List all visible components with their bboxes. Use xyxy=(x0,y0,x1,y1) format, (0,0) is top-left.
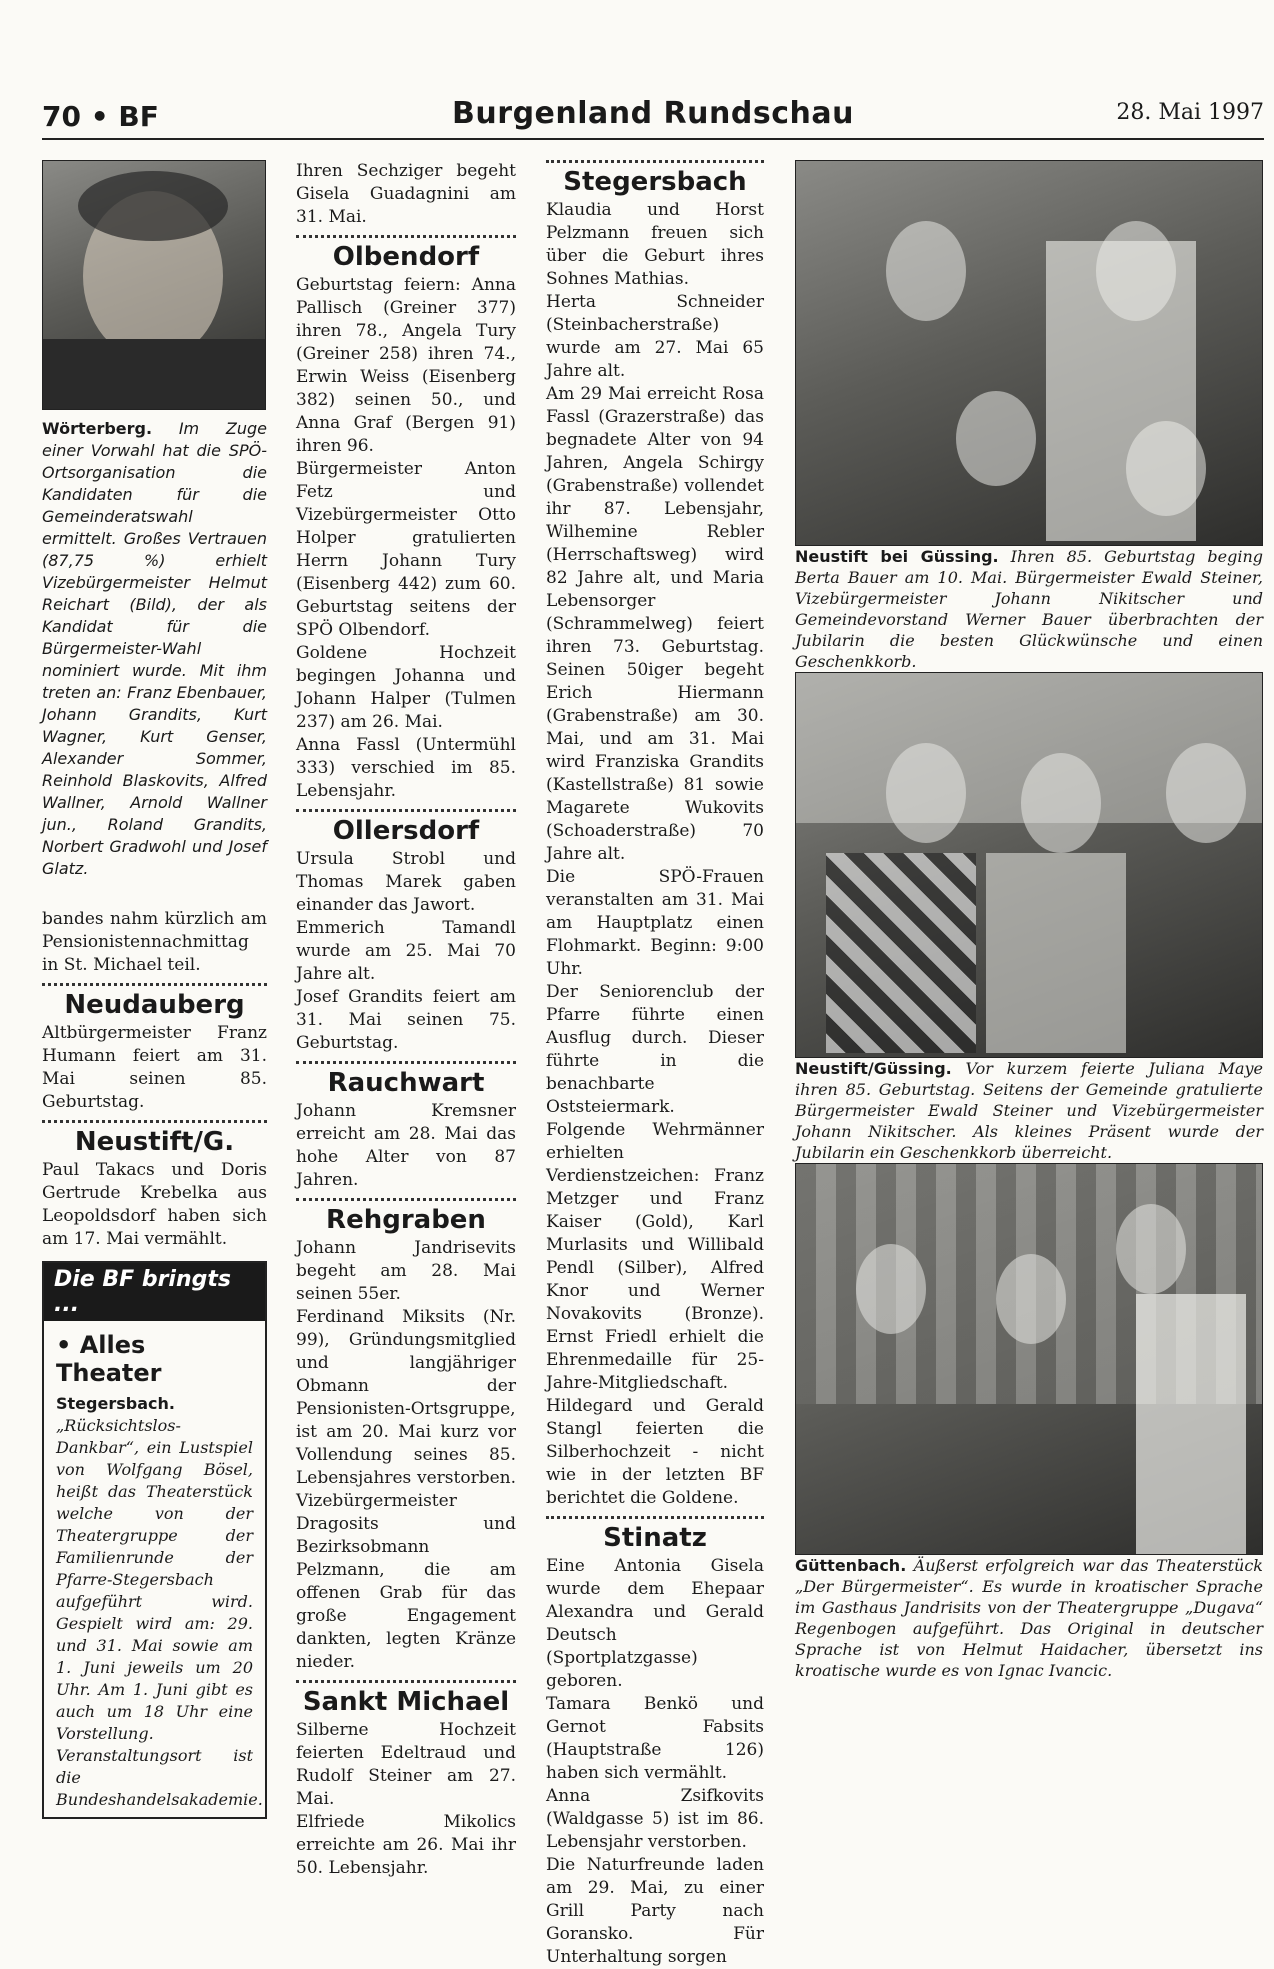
caption-lead: Güttenbach. xyxy=(795,1556,907,1575)
photo-caption xyxy=(795,1058,1263,1163)
issue-date: 28. Mai 1997 xyxy=(1116,100,1264,125)
article-text: Ihren Sechziger begeht Gisela Guadagnini am 31. Mai. xyxy=(296,161,516,227)
section-heading: Ollersdorf xyxy=(332,816,480,846)
section-heading: Stinatz xyxy=(603,1523,707,1553)
caption-lead: Wörterberg. xyxy=(42,419,153,438)
dotted-divider xyxy=(296,1061,516,1064)
photo-neustift-juliana xyxy=(795,672,1263,1058)
section-heading: Sankt Michael xyxy=(302,1687,510,1717)
caption-text: Äußerst erfolgreich war das Theaterstück „Der Bürgermeister“. Es wurde in kroatischer Sprache im Gasthaus Jandrisits von der Theatergruppe „Dugava“ Regenbogen aufgeführt. Das Original in deutscher Sprache ist von Helmut Haidacher, übersetzt ins kroatische wurde es von Ignac Ivancic. xyxy=(795,1556,1264,1680)
section-heading: Neustift/G. xyxy=(74,1127,235,1157)
column-4 xyxy=(795,160,1263,1681)
photo-caption xyxy=(795,1555,1263,1681)
article-text: Goldene Hochzeit begingen Johanna und Johann Halper (Tulmen 237) am 26. Mai. xyxy=(296,643,516,732)
caption-text: Im Zuge einer Vorwahl hat die SPÖ-Ortsorganisation die Kandidaten für die Gemeinderatswahl ermittelt. Großes Vertrauen (87,75 %) erhielt Vizebürgermeister Helmut Reichart (Bild), der als Kandidat für die Bürgermeister-Wahl nominiert wurde. Mit ihm treten an: Franz Ebenbauer, Johann Grandits, Kurt Wagner, Kurt Genser, Alexander Sommer, Reinhold Blaskovits, Alfred Wallner, Arnold Wallner jun., Roland Grandits, Norbert Gradwohl und Josef Glatz. xyxy=(42,419,267,878)
article-text: Die Naturfreunde laden am 29. Mai, zu einer Grill Party nach Goransko. Für Unterhaltung sorgen xyxy=(546,1855,764,1967)
article-text: Die SPÖ-Frauen veranstalten am 31. Mai am Hauptplatz einen Flohmarkt. Beginn: 9:00 Uhr. xyxy=(546,867,764,979)
article-text: Bürgermeister Anton Fetz und Vizebürgermeister Otto Holper gratulierten Herrn Johann Tury (Eisenberg 442) zum 60. Geburtstag seitens der SPÖ Olbendorf. xyxy=(296,459,516,640)
article-text: Josef Grandits feiert am 31. Mai seinen 75. Geburtstag. xyxy=(296,987,516,1053)
article-text: Johann Kremsner erreicht am 28. Mai das hohe Alter von 87 Jahren. xyxy=(296,1101,516,1190)
section-heading: Neudauberg xyxy=(64,990,245,1020)
section-heading: Olbendorf xyxy=(332,242,480,272)
photo-neustift-berta xyxy=(795,160,1263,546)
article-text: Emmerich Tamandl wurde am 25. Mai 70 Jahre alt. xyxy=(296,918,516,984)
column-3 xyxy=(546,160,764,1969)
article-text: Der Seniorenclub der Pfarre führte einen Ausflug durch. Dieser führte in die benachbarte Oststeiermark. xyxy=(546,982,764,1117)
box-title: Die BF bringts ... xyxy=(44,1263,265,1321)
article-text: Anna Fassl (Untermühl 333) verschied im 85. Lebensjahr. xyxy=(296,735,516,801)
box-text xyxy=(56,1393,263,1811)
article-text: Herta Schneider (Steinbacherstraße) wurde am 27. Mai 65 Jahre alt. xyxy=(546,292,764,381)
dotted-divider xyxy=(296,809,516,812)
article-text: Elfriede Mikolics erreichte am 26. Mai ihr 50. Lebensjahr. xyxy=(296,1812,516,1878)
article-text: Johann Jandrisevits begeht am 28. Mai seinen 55er. xyxy=(296,1238,516,1304)
portrait-photo xyxy=(42,160,266,410)
article-text: Silberne Hochzeit feierten Edeltraud und Rudolf Steiner am 27. Mai. xyxy=(296,1720,516,1809)
box-body: „Rücksichtslos-Dankbar“, ein Lustspiel von Wolfgang Bösel, heißt das Theaterstück welche von der Theatergruppe der Familienrunde der Pfarre-Stegersbach aufgeführt wird. Gespielt wird am: 29. und 31. Mai sowie am 1. Juni jeweils um 20 Uhr. Am 1. Juni gibt es auch um 18 Uhr eine Vorstellung. Veranstaltungsort ist die Bundeshandelsakademie. xyxy=(56,1416,263,1809)
article-text: Hildegard und Gerald Stangl feierten die Silberhochzeit - nicht wie in der letzten BF berichtet die Goldene. xyxy=(546,1396,764,1508)
article-text: Ferdinand Miksits (Nr. 99), Gründungsmitglied und langjähriger Obmann der Pensionisten-Ortsgruppe, ist am 20. Mai kurz vor Vollendung seines 85. Lebensjahres verstorben. Vizebürgermeister Dragosits und Bezirksobmann Pelzmann, die am offenen Grab für das große Engagement dankten, legten Kränze nieder. xyxy=(296,1307,516,1672)
caption-lead: Neustift/Güssing. xyxy=(795,1059,952,1078)
masthead: Burgenland Rundschau xyxy=(452,96,854,131)
page-header xyxy=(42,96,1264,140)
article-text: Am 29 Mai erreicht Rosa Fassl (Grazerstraße) das begnadete Alter von 94 Jahren, Angela Schirgy (Grabenstraße) vollendet ihr 87. Lebensjahr, Wilhemine Rebler (Herrschaftsweg) wird 82 Jahre alt, und Maria Lebensorger (Schrammelweg) feiert ihren 73. Geburtstag. Seinen 50iger begeht Erich Hiermann (Grabenstraße) am 30. Mai, und am 31. Mai wird Franziska Grandits (Kastellstraße) 81 sowie Magarete Wukovits (Schoaderstraße) 70 Jahre alt. xyxy=(546,384,764,864)
article-text: Ursula Strobl und Thomas Marek gaben einander das Jawort. xyxy=(296,849,516,915)
caption-text: Vor kurzem feierte Juliana Maye ihren 85. Geburtstag. Seitens der Gemeinde gratulierte Bürgermeister Ewald Steiner und Vizebürgermeister Johann Nikitscher. Als kleines Präsent wurde der Jubilarin ein Geschenkkorb überreicht. xyxy=(795,1059,1263,1162)
dotted-divider xyxy=(42,1120,267,1123)
box-subtitle: • Alles Theater xyxy=(56,1331,162,1387)
article-text: bandes nahm kürzlich am Pensionistennachmittag in St. Michael teil. xyxy=(42,909,267,975)
dotted-divider xyxy=(546,160,764,163)
dotted-divider xyxy=(296,1198,516,1201)
section-heading: Rauchwart xyxy=(327,1068,485,1098)
theater-box xyxy=(42,1261,267,1819)
dotted-divider xyxy=(42,983,267,986)
column-1 xyxy=(42,160,267,1819)
page-number: 70 • BF xyxy=(42,100,159,133)
article-text: Klaudia und Horst Pelzmann freuen sich über die Geburt ihres Sohnes Mathias. xyxy=(546,200,764,289)
section-heading: Stegersbach xyxy=(563,167,747,197)
photo-guettenbach-theater xyxy=(795,1163,1263,1555)
photo-caption xyxy=(795,546,1263,672)
section-heading: Rehgraben xyxy=(326,1205,486,1235)
article-text: Eine Antonia Gisela wurde dem Ehepaar Alexandra und Gerald Deutsch (Sportplatzgasse) geboren. xyxy=(546,1556,764,1691)
article-text: Geburtstag feiern: Anna Pallisch (Greiner 377) ihren 78., Angela Tury (Greiner 258) ihren 74., Erwin Weiss (Eisenberg 382) seinen 50., und Anna Graf (Bergen 91) ihren 96. xyxy=(296,275,516,456)
column-2 xyxy=(296,160,516,1880)
portrait-caption xyxy=(42,418,267,880)
box-lead: Stegersbach. xyxy=(56,1394,175,1413)
article-text: Paul Takacs und Doris Gertrude Krebelka aus Leopoldsdorf haben sich am 17. Mai vermählt. xyxy=(42,1160,267,1249)
dotted-divider xyxy=(296,1680,516,1683)
dotted-divider xyxy=(546,1516,764,1519)
caption-text: Ihren 85. Geburtstag beging Berta Bauer am 10. Mai. Bürgermeister Ewald Steiner, Vizebürgermeister Johann Nikitscher und Gemeindevorstand Werner Bauer überbrachten der Jubilarin die besten Glückwünsche und einen Geschenkkorb. xyxy=(795,547,1264,671)
article-text: Anna Zsifkovits (Waldgasse 5) ist im 86. Lebensjahr verstorben. xyxy=(546,1786,764,1852)
article-text: Altbürgermeister Franz Humann feiert am 31. Mai seinen 85. Geburtstag. xyxy=(42,1023,267,1112)
caption-lead: Neustift bei Güssing. xyxy=(795,547,999,566)
article-text: Folgende Wehrmänner erhielten Verdienstzeichen: Franz Metzger und Franz Kaiser (Gold), Karl Murlasits und Willibald Pendl (Silber), Alfred Knor und Werner Novakovits (Bronze). Ernst Friedl erhielt die Ehrenmedaille für 25-Jahre-Mitgliedschaft. xyxy=(546,1120,764,1393)
dotted-divider xyxy=(296,235,516,238)
article-text: Tamara Benkö und Gernot Fabsits (Hauptstraße 126) haben sich vermählt. xyxy=(546,1694,764,1783)
